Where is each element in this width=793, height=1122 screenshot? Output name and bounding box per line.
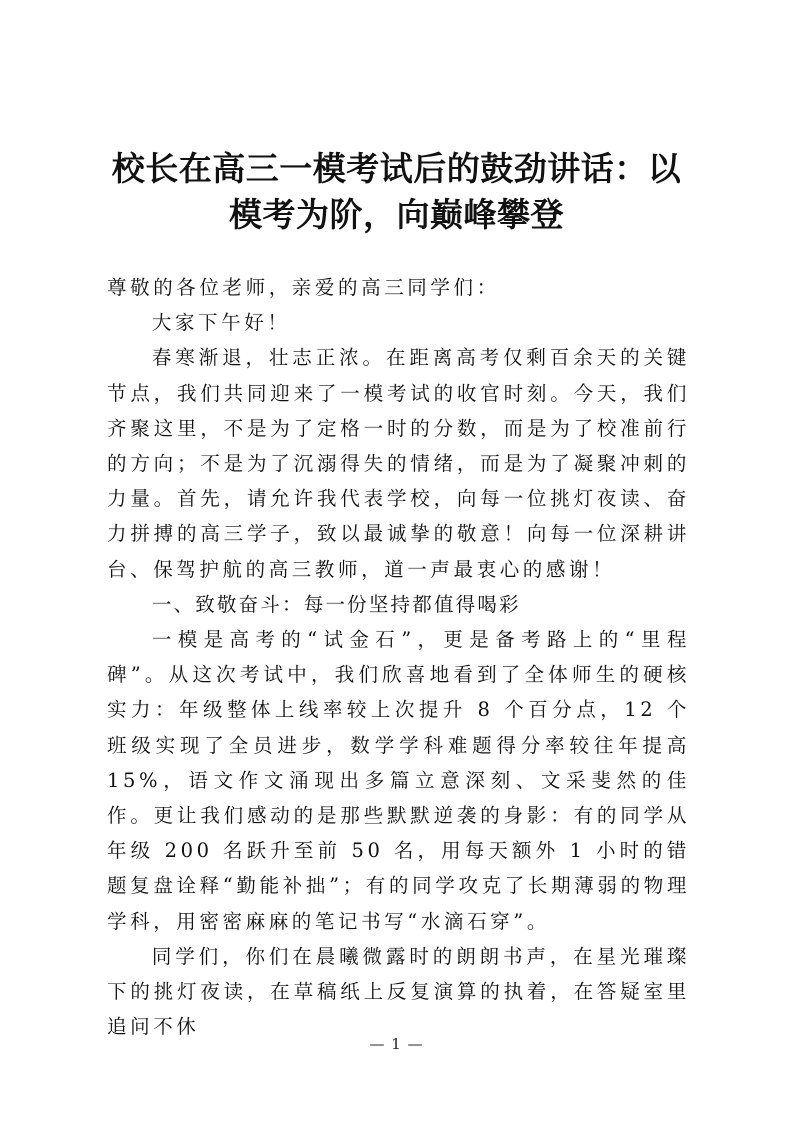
salutation: 尊敬的各位老师，亲爱的高三同学们：	[107, 276, 500, 299]
paragraph-achievements: 一模是高考的“试金石”，更是备考路上的“里程碑”。从这次考试中，我们欣喜地看到了全体师生的硬核实力：年级整体上线率较上次提升 8 个百分点，12 个班级实现了全员进步，数学学科难题得分率较往年提高 15%，语文作文涌现出多篇立意深刻、文采斐然的佳作。更让我们感动的是那些默默逆袭的身影：有的同学从年级 200 名跃升至前 50 名，用每天额外 1 小时的错题复盘诠释“勤能补拙”；有的同学攻克了长期薄弱的物理学科，用密密麻麻的笔记书写“水滴石穿”。	[107, 628, 690, 933]
greeting: 大家下午好！	[151, 311, 291, 335]
document-body	[107, 270, 690, 1044]
section-heading: 一、致敬奋斗：每一份坚持都值得喝彩	[151, 592, 521, 616]
page-number: — 1 —	[369, 1035, 424, 1053]
paragraph-students: 同学们，你们在晨曦微露时的朗朗书声，在星光璀璨下的挑灯夜读，在草稿纸上反复演算的执着，在答疑室里追问不休	[107, 944, 690, 1039]
document-title: 校长在高三一模考试后的鼓劲讲话：以模考为阶，向巅峰攀登	[111, 149, 682, 234]
paragraph-opening: 春寒渐退，壮志正浓。在距离高考仅剩百余天的关键节点，我们共同迎来了一模考试的收官时刻。今天，我们齐聚这里，不是为了定格一时的分数，而是为了校准前行的方向；不是为了沉溺得失的情绪，而是为了凝聚冲刺的力量。首先，请允许我代表学校，向每一位挑灯夜读、奋力拼搏的高三学子，致以最诚挚的敬意！向每一位深耕讲台、保驾护航的高三教师，道一声最衷心的感谢！	[107, 346, 690, 581]
